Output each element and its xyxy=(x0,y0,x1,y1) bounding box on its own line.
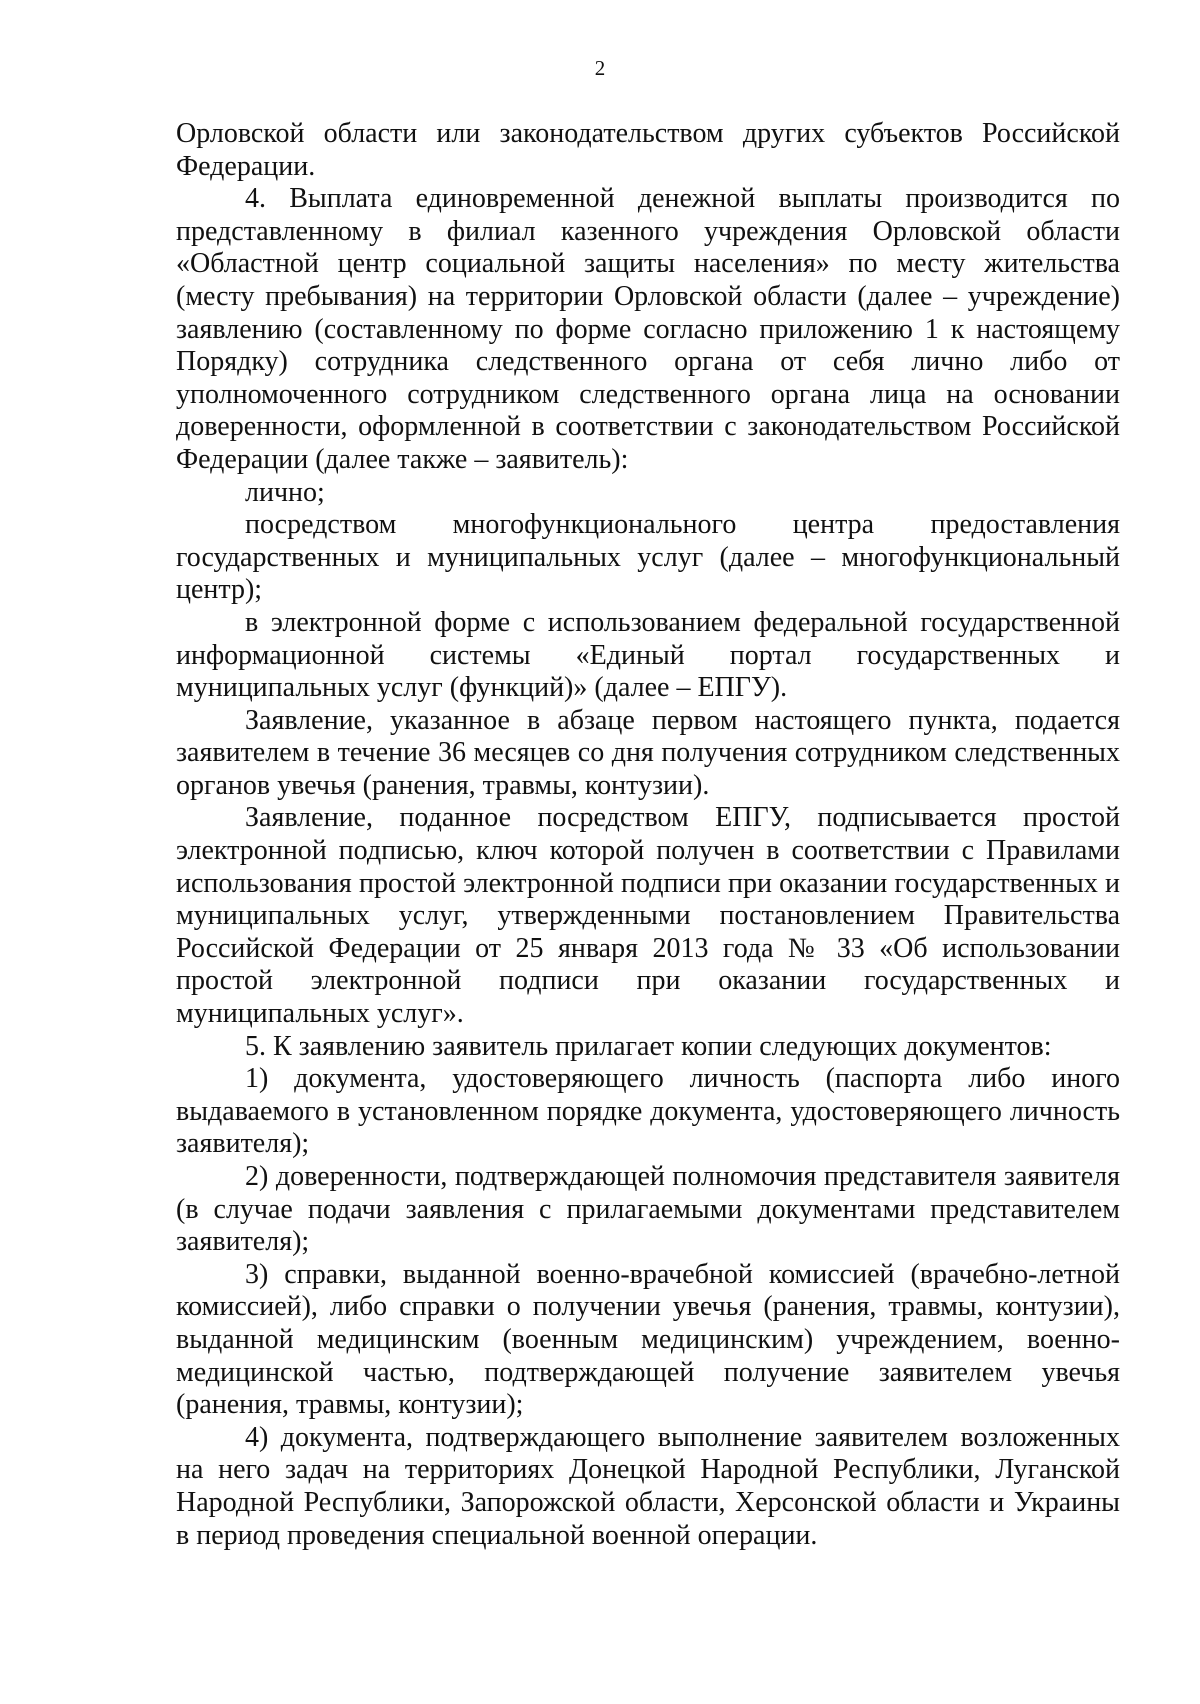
document-body xyxy=(176,118,1120,1552)
paragraph-method-in-person: лично; xyxy=(245,476,325,508)
list-item-1: 1) документа, удостоверяющего личность (паспорта либо иного выдаваемого в установленном порядке документа, удостоверяющего личность заявителя); xyxy=(176,1063,1120,1160)
list-item-2: 2) доверенности, подтверждающей полномочия представителя заявителя (в случае подачи заявления с прилагаемыми документами представителем заявителя); xyxy=(176,1161,1120,1258)
paragraph-item-5: 5. К заявлению заявитель прилагает копии следующих документов: xyxy=(245,1030,1052,1062)
paragraph-electronic-signature: Заявление, поданное посредством ЕПГУ, подписывается простой электронной подписью, ключ которой получен в соответствии с Правилами использования простой электронной подписи при оказании государственных и муниципальных услуг, утвержденными постановлением Правительства Российской Федерации от 25 января 2013 года № 33 «Об использовании простой электронной подписи при оказании государственных и муниципальных услуг». xyxy=(176,802,1120,1030)
paragraph-method-mfc: посредством многофункционального центра предоставления государственных и муниципальных услуг (далее – многофункциональный центр); xyxy=(176,509,1120,606)
paragraph-continuation: Орловской области или законодательством других субъектов Российской Федерации. xyxy=(176,118,1120,182)
paragraph-deadline: Заявление, указанное в абзаце первом настоящего пункта, подается заявителем в течение 36 месяцев со дня получения сотрудником следственных органов увечья (ранения, травмы, контузии). xyxy=(176,704,1120,801)
paragraph-method-epgu: в электронной форме с использованием федеральной государственной информационной системы «Единый портал государственных и муниципальных услуг (функций)» (далее – ЕПГУ). xyxy=(176,606,1120,704)
list-item-3: 3) справки, выданной военно-врачебной комиссией (врачебно-летной комиссией), либо справки о получении увечья (ранения, травмы, контузии), выданной медицинским (военным медицинским) учреждением, военно-медицинской частью, подтверждающей получение заявителем увечья (ранения, травмы, контузии); xyxy=(176,1258,1120,1421)
paragraph-item-4: 4. Выплата единовременной денежной выплаты производится по представленному в филиал казенного учреждения Орловской области «Областной центр социальной защиты населения» по месту жительства (месту пребывания) на территории Орловской области (далее – учреждение) заявлению (составленному по форме согласно приложению 1 к настоящему Порядку) сотрудника следственного органа от себя лично либо от уполномоченного сотрудником следственного органа лица на основании доверенности, оформленной в соответствии с законодательством Российской Федерации (далее также – заявитель): xyxy=(176,183,1120,475)
list-item-4: 4) документа, подтверждающего выполнение заявителем возложенных на него задач на территориях Донецкой Народной Республики, Луганской Народной Республики, Запорожской области, Херсонской области и Украины в период проведения специальной военной операции. xyxy=(176,1421,1120,1551)
page-number: 2 xyxy=(594,56,606,80)
